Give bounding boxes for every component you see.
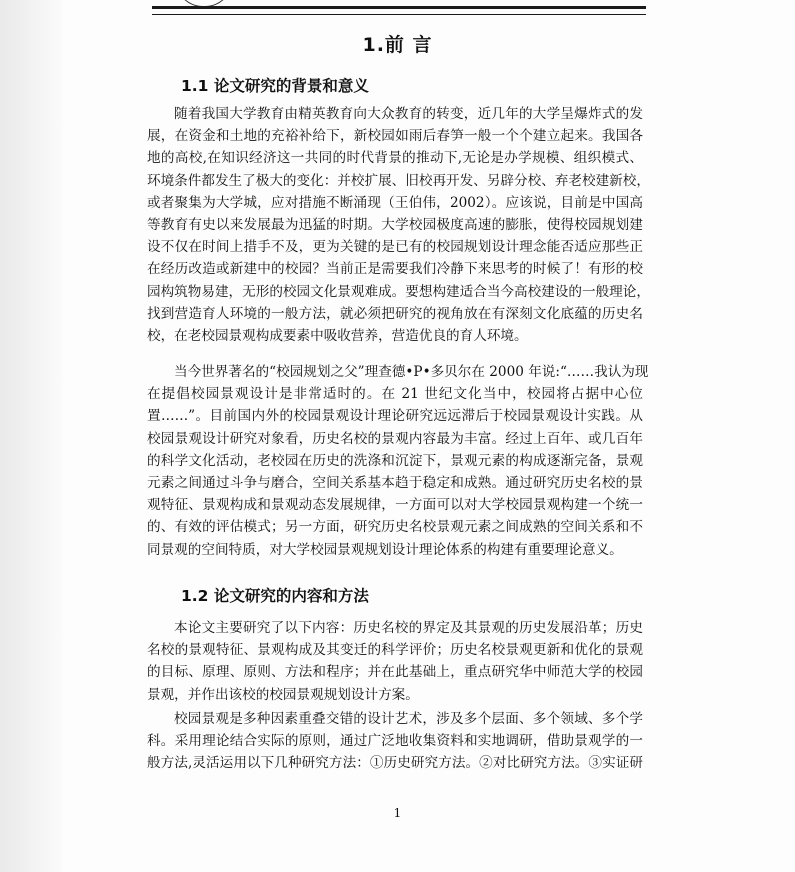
text-line: 的目标、原理、原则、方法和程序；并在此基础上，重点研究华中师范大学的校园: [147, 664, 643, 681]
text-line: 置……”。目前国内外的校园景观设计理论研究远远滞后于校园景观设计实践。从: [147, 408, 643, 425]
text-line: 或者聚集为大学城，应对措施不断涌现（王伯伟，2002）。应该说，目前是中国高: [147, 194, 643, 211]
text-line: 地的高校,在知识经济这一共同的时代背景的推动下,无论是办学规模、组织模式、: [147, 150, 643, 167]
text-line: 元素之间通过斗争与磨合，空间关系基本趋于稳定和成熟。通过研究历史名校的景: [147, 475, 643, 492]
section-1-2-paragraph-1: [147, 617, 643, 706]
text-line: 的科学文化活动，老校园在历史的洗涤和沉淀下，景观元素的构成逐渐完备，景观: [147, 452, 643, 469]
text-line: 观特征、景观构成和景观动态发展规律，一方面可以对大学校园景观构建一个统一: [147, 497, 643, 514]
text-line: 名校的景观特征、景观构成及其变迁的科学评价；历史名校景观更新和优化的景观: [147, 642, 643, 659]
header-rule: [152, 6, 646, 15]
scan-edge-shadow: [0, 0, 62, 872]
text-line: 展，在资金和土地的充裕补给下，新校园如雨后春笋一般一个个建立起来。我国各: [147, 128, 643, 145]
section-1-2-paragraph-2: [147, 708, 643, 775]
text-line: 校，在老校园景观构成要素中吸收营养，营造优良的育人环境。: [147, 328, 528, 345]
text-line: 等教育有史以来发展最为迅猛的时期。大学校园极度高速的膨胀，使得校园规划建: [147, 217, 643, 234]
text-line: 环境条件都发生了极大的变化：并校扩展、旧校再开发、另辟分校、弃老校建新校，: [147, 172, 650, 189]
text-line: 景观，并作出该校的校园景观规划设计方案。: [147, 686, 419, 703]
text-line: 般方法,灵活运用以下几种研究方法：①历史研究方法。②对比研究方法。③实证研: [147, 755, 643, 772]
text-line: 校园景观设计研究对象看，历史名校的景观内容最为丰富。经过上百年、或几百年: [147, 430, 643, 447]
text-line: 的、有效的评估模式；另一方面，研究历史名校景观元素之间成熟的空间关系和不: [147, 519, 643, 536]
text-line: 当今世界著名的“校园规划之父”理查德•P•多贝尔在 2000 年说:“……我认为现: [174, 364, 649, 380]
chapter-title: 1.前 言: [362, 34, 433, 56]
section-heading-1-2: 1.2 论文研究的内容和方法: [181, 587, 369, 605]
text-line: 找到营造育人环境的一般方法，就必须把研究的视角放在有深刻文化底蕴的历史名: [147, 305, 643, 322]
text-line: 在经历改造或新建中的校园？当前正是需要我们冷静下来思考的时候了！有形的校: [147, 261, 643, 278]
section-heading-1-1: 1.1 论文研究的背景和意义: [181, 77, 369, 95]
text-line: 设不仅在时间上措手不及，更为关键的是已有的校园规划设计理念能否适应那些正: [147, 239, 643, 256]
section-1-1-paragraph-2: [147, 361, 649, 561]
text-line: 本论文主要研究了以下内容：历史名校的界定及其景观的历史发展沿革；历史: [174, 620, 643, 636]
section-1-1-paragraph-1: [147, 103, 650, 347]
text-line: 科。采用理论结合实际的原则，通过广泛地收集资料和实地调研，借助景观学的一: [147, 733, 643, 750]
text-line: 校园景观是多种因素重叠交错的设计艺术，涉及多个层面、多个领域、多个学: [174, 711, 643, 727]
page-number: 1: [393, 806, 402, 820]
text-line: 同景观的空间特质，对大学校园景观规划设计理论体系的构建有重要理论意义。: [147, 541, 623, 558]
text-line: 随着我国大学教育由精英教育向大众教育的转变，近几年的大学呈爆炸式的发: [174, 106, 643, 122]
text-line: 园构筑物易建，无形的校园文化景观难成。要想构建适合当今高校建设的一般理论，: [147, 283, 650, 300]
text-line: 在提倡校园景观设计是非常适时的。在 21 世纪文化当中，校园将占据中心位: [147, 386, 643, 403]
